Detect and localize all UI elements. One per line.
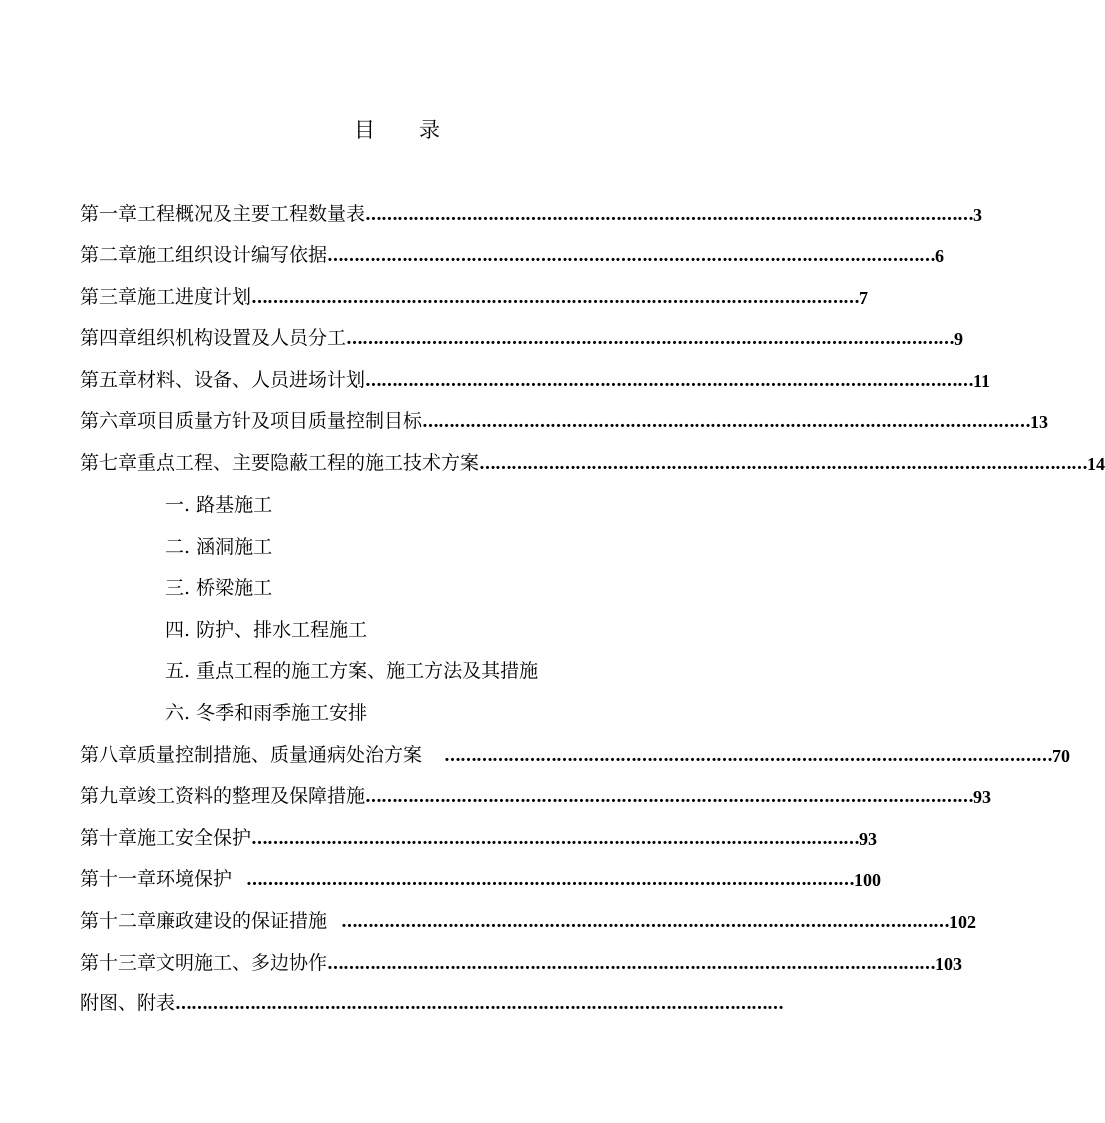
toc-entry[interactable] — [80, 362, 991, 392]
page-number: 3 — [973, 205, 983, 225]
subsection-title: 一. 路基施工 — [165, 494, 273, 516]
chapter-label: 第八章 — [80, 744, 138, 766]
chapter-label: 第二章 — [80, 244, 138, 266]
toc-subsection[interactable] — [165, 695, 367, 725]
subsection-title: 三. 桥梁施工 — [165, 577, 273, 599]
dot-leader: …………………………………………………………………………………………………… — [365, 205, 974, 225]
toc-entry[interactable] — [80, 445, 1105, 475]
toc-entry[interactable] — [80, 861, 882, 891]
page-number: 13 — [1030, 412, 1049, 432]
chapter-label: 第一章 — [80, 203, 138, 225]
toc-entry[interactable] — [80, 237, 945, 267]
chapter-title: 文明施工、多边协作 — [156, 952, 328, 974]
dot-leader: …………………………………………………………………………………………………… — [479, 454, 1088, 474]
chapter-title: 施工安全保护 — [137, 827, 252, 849]
subsection-title: 五. 重点工程的施工方案、施工方法及其措施 — [165, 660, 539, 682]
dot-leader: …………………………………………………………………………………………………… — [251, 829, 860, 849]
page-number: 14 — [1087, 454, 1105, 474]
chapter-label: 第十一章 — [80, 868, 157, 890]
page-number: 93 — [973, 787, 992, 807]
dot-leader: …………………………………………………………………………………………………… — [365, 371, 974, 391]
toc-entry[interactable] — [80, 778, 992, 808]
toc-entry[interactable] — [80, 403, 1049, 433]
chapter-title: 质量控制措施、质量通病处治方案 — [137, 744, 423, 766]
toc-subsection[interactable] — [165, 612, 367, 642]
chapter-title: 工程概况及主要工程数量表 — [137, 203, 366, 225]
page-number: 102 — [949, 912, 977, 932]
subsection-title: 二. 涵洞施工 — [165, 536, 273, 558]
chapter-title: 施工组织设计编写依据 — [137, 244, 328, 266]
chapter-title: 施工进度计划 — [137, 286, 252, 308]
toc-title-right: 录 — [419, 118, 440, 142]
chapter-label: 第九章 — [80, 785, 138, 807]
toc-entry[interactable] — [80, 903, 977, 933]
toc-entry[interactable] — [80, 279, 869, 309]
chapter-title: 竣工资料的整理及保障措施 — [137, 785, 366, 807]
page-number: 103 — [935, 954, 963, 974]
chapter-label: 第十章 — [80, 827, 138, 849]
chapter-title: 重点工程、主要隐蔽工程的施工技术方案 — [137, 452, 480, 474]
chapter-title: 廉政建设的保证措施 — [156, 910, 328, 932]
toc-entry[interactable] — [80, 945, 963, 975]
toc-entry[interactable] — [80, 320, 964, 350]
toc-subsection[interactable] — [165, 570, 272, 600]
chapter-label: 第七章 — [80, 452, 138, 474]
toc-title-left: 目 — [354, 118, 375, 142]
dot-leader: …………………………………………………………………………………………………… — [346, 329, 955, 349]
chapter-label: 第四章 — [80, 327, 138, 349]
toc-entry[interactable] — [80, 737, 1071, 767]
dot-leader: …………………………………………………………………………………………………… — [327, 954, 936, 974]
chapter-label: 第十二章 — [80, 910, 157, 932]
chapter-label: 第六章 — [80, 410, 138, 432]
chapter-title: 材料、设备、人员进场计划 — [137, 369, 366, 391]
chapter-title: 项目质量方针及项目质量控制目标 — [137, 410, 423, 432]
toc-subsection[interactable] — [165, 529, 272, 559]
page-number: 70 — [1052, 746, 1071, 766]
dot-leader: …………………………………………………………………………………………………… — [327, 246, 936, 266]
toc-entry[interactable] — [80, 820, 878, 850]
dot-leader: …………………………………………………………………………………………………… — [365, 787, 974, 807]
toc-title — [0, 114, 794, 144]
page-number: 7 — [859, 288, 869, 308]
toc-subsection[interactable] — [165, 487, 272, 517]
dot-leader: …………………………………………………………………………………………………… — [444, 746, 1053, 766]
toc-entry[interactable] — [80, 196, 983, 226]
page-number: 9 — [954, 329, 964, 349]
chapter-label: 第十三章 — [80, 952, 157, 974]
chapter-label: 第三章 — [80, 286, 138, 308]
page-number: 100 — [854, 870, 882, 890]
chapter-label: 第五章 — [80, 369, 138, 391]
subsection-title: 六. 冬季和雨季施工安排 — [165, 702, 368, 724]
dot-leader: …………………………………………………………………………………………………… — [422, 412, 1031, 432]
toc-appendix[interactable] — [80, 985, 784, 1015]
subsection-title: 四. 防护、排水工程施工 — [165, 619, 368, 641]
page-number: 11 — [973, 371, 991, 391]
chapter-title: 组织机构设置及人员分工 — [137, 327, 347, 349]
dot-leader: …………………………………………………………………………………………………… — [341, 912, 950, 932]
page-number: 93 — [859, 829, 878, 849]
chapter-title: 环境保护 — [156, 868, 233, 890]
page-number: 6 — [935, 246, 945, 266]
dot-leader: …………………………………………………………………………………………………… — [251, 288, 860, 308]
dot-leader: …………………………………………………………………………………………………… — [175, 994, 784, 1014]
dot-leader: …………………………………………………………………………………………………… — [246, 870, 855, 890]
appendix-title: 附图、附表 — [80, 992, 176, 1014]
toc-subsection[interactable] — [165, 653, 538, 683]
